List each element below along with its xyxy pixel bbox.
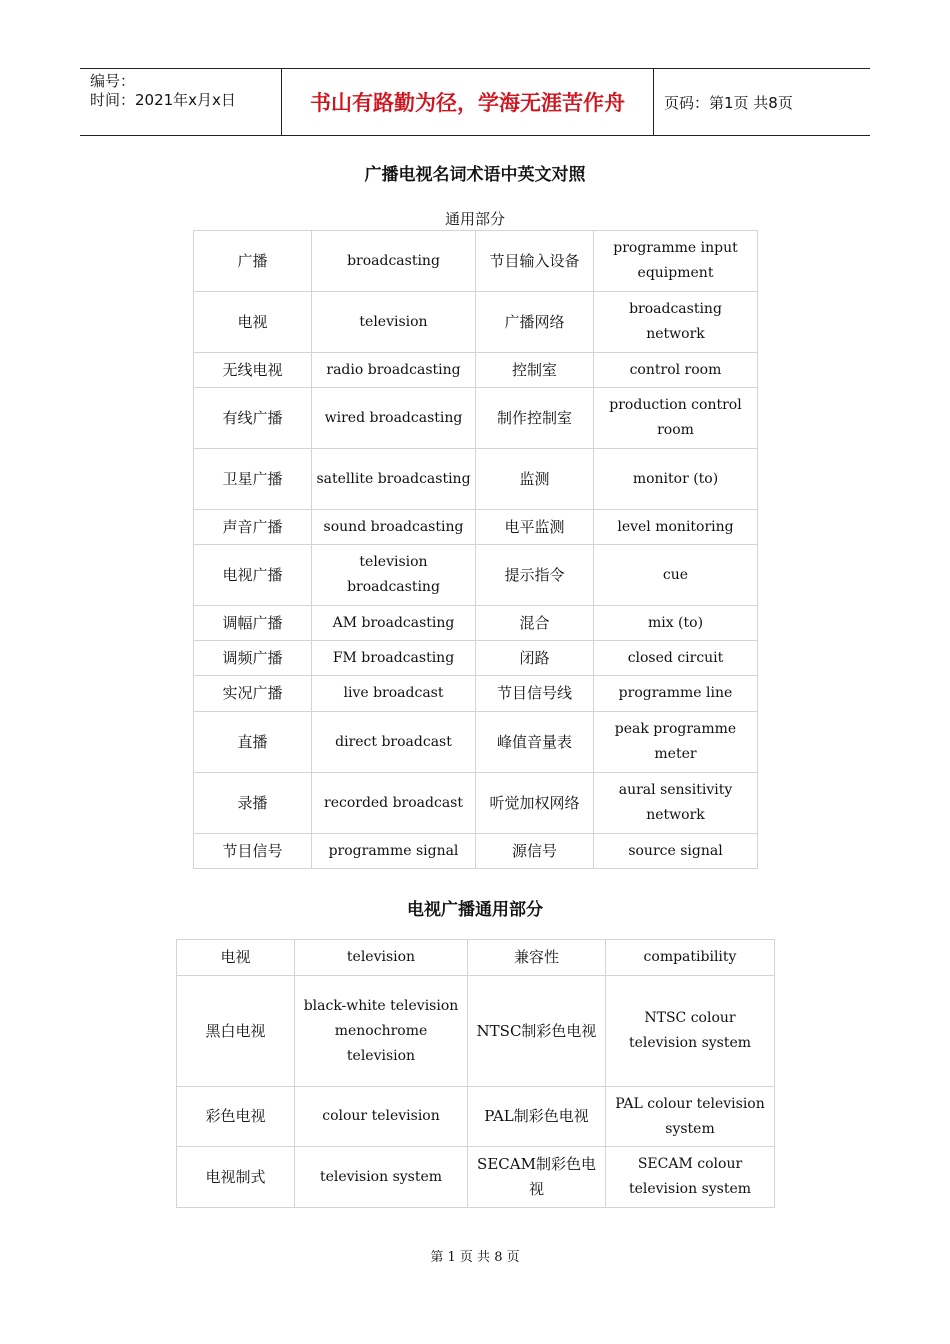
table-row [194,834,758,869]
term-english-cell: live broadcast [312,676,476,712]
term-english-cell: television [312,292,476,353]
term-english-cell: source signal [594,834,758,869]
term-chinese-cell: 有线广播 [194,388,312,449]
term-chinese-cell: 源信号 [476,834,594,869]
table-row [194,292,758,353]
term-chinese-cell: 卫星广播 [194,449,312,510]
term-chinese-cell: 调幅广播 [194,606,312,641]
term-english-cell: programme signal [312,834,476,869]
term-chinese-cell: 调频广播 [194,641,312,676]
page-footer: 第 1 页 共 8 页 [430,1250,520,1265]
table-row [194,353,758,388]
term-chinese-cell: 无线电视 [194,353,312,388]
term-english-cell: peak programme meter [594,712,758,773]
term-chinese-cell: 广播网络 [476,292,594,353]
table-row [194,449,758,510]
number-label: 编号： [90,72,136,90]
table-row [194,606,758,641]
table-row [194,712,758,773]
term-chinese-cell: 电视 [177,940,295,976]
table-row [194,510,758,545]
term-english-cell: control room [594,353,758,388]
term-chinese-cell: 节目信号 [194,834,312,869]
time-label: 时间：2021年x月x日 [90,91,236,109]
term-english-cell: PAL colour television system [606,1087,775,1147]
term-chinese-cell: 黑白电视 [177,976,295,1087]
term-chinese-cell: 电平监测 [476,510,594,545]
term-english-cell: broadcasting network [594,292,758,353]
header-page-info: 页码：第1页 共8页 [664,93,793,112]
term-english-cell: AM broadcasting [312,606,476,641]
term-english-cell: sound broadcasting [312,510,476,545]
table-row [177,940,775,976]
term-chinese-cell: 彩色电视 [177,1087,295,1147]
term-english-cell: NTSC colour television system [606,976,775,1087]
term-english-cell: production control room [594,388,758,449]
term-chinese-cell: 兼容性 [468,940,606,976]
term-chinese-cell: 听觉加权网络 [476,773,594,834]
section2-title: 电视广播通用部分 [407,900,543,920]
term-chinese-cell: 节目输入设备 [476,231,594,292]
section1-label: 通用部分 [444,210,505,228]
table-row [194,641,758,676]
term-chinese-cell: 广播 [194,231,312,292]
table-row [194,231,758,292]
term-chinese-cell: PAL制彩色电视 [468,1087,606,1147]
term-english-cell: satellite broadcasting [312,449,476,510]
term-english-cell: mix (to) [594,606,758,641]
header-motto: 书山有路勤为径，学海无涯苦作舟 [282,69,654,135]
term-chinese-cell: 录播 [194,773,312,834]
general-terms-table [193,230,758,869]
term-chinese-cell: NTSC制彩色电视 [468,976,606,1087]
term-chinese-cell: 闭路 [476,641,594,676]
header-meta [80,69,282,135]
term-english-cell: programme input equipment [594,231,758,292]
term-chinese-cell: 电视制式 [177,1147,295,1208]
term-english-cell: wired broadcasting [312,388,476,449]
term-english-cell: compatibility [606,940,775,976]
term-english-cell: broadcasting [312,231,476,292]
table-row [177,976,775,1087]
term-english-cell: monitor (to) [594,449,758,510]
tv-terms-table [176,939,775,1208]
term-chinese-cell: 制作控制室 [476,388,594,449]
table-row [194,545,758,606]
term-chinese-cell: SECAM制彩色电视 [468,1147,606,1208]
term-chinese-cell: 混合 [476,606,594,641]
term-english-cell: radio broadcasting [312,353,476,388]
term-english-cell: closed circuit [594,641,758,676]
term-english-cell: aural sensitivity network [594,773,758,834]
term-chinese-cell: 电视广播 [194,545,312,606]
term-english-cell: black-white television menochrome television [295,976,468,1087]
term-english-cell: cue [594,545,758,606]
term-english-cell: level monitoring [594,510,758,545]
term-chinese-cell: 控制室 [476,353,594,388]
term-chinese-cell: 峰值音量表 [476,712,594,773]
term-chinese-cell: 声音广播 [194,510,312,545]
term-english-cell: television system [295,1147,468,1208]
term-english-cell: television broadcasting [312,545,476,606]
page-header [80,68,870,136]
term-chinese-cell: 实况广播 [194,676,312,712]
term-chinese-cell: 监测 [476,449,594,510]
table-row [194,388,758,449]
term-english-cell: television [295,940,468,976]
term-english-cell: SECAM colour television system [606,1147,775,1208]
table-row [194,773,758,834]
term-chinese-cell: 节目信号线 [476,676,594,712]
term-chinese-cell: 电视 [194,292,312,353]
document-title: 广播电视名词术语中英文对照 [364,165,586,185]
table-row [177,1147,775,1208]
term-chinese-cell: 提示指令 [476,545,594,606]
table-row [177,1087,775,1147]
term-english-cell: recorded broadcast [312,773,476,834]
term-english-cell: FM broadcasting [312,641,476,676]
term-english-cell: direct broadcast [312,712,476,773]
table-row [194,676,758,712]
term-english-cell: programme line [594,676,758,712]
term-english-cell: colour television [295,1087,468,1147]
term-chinese-cell: 直播 [194,712,312,773]
